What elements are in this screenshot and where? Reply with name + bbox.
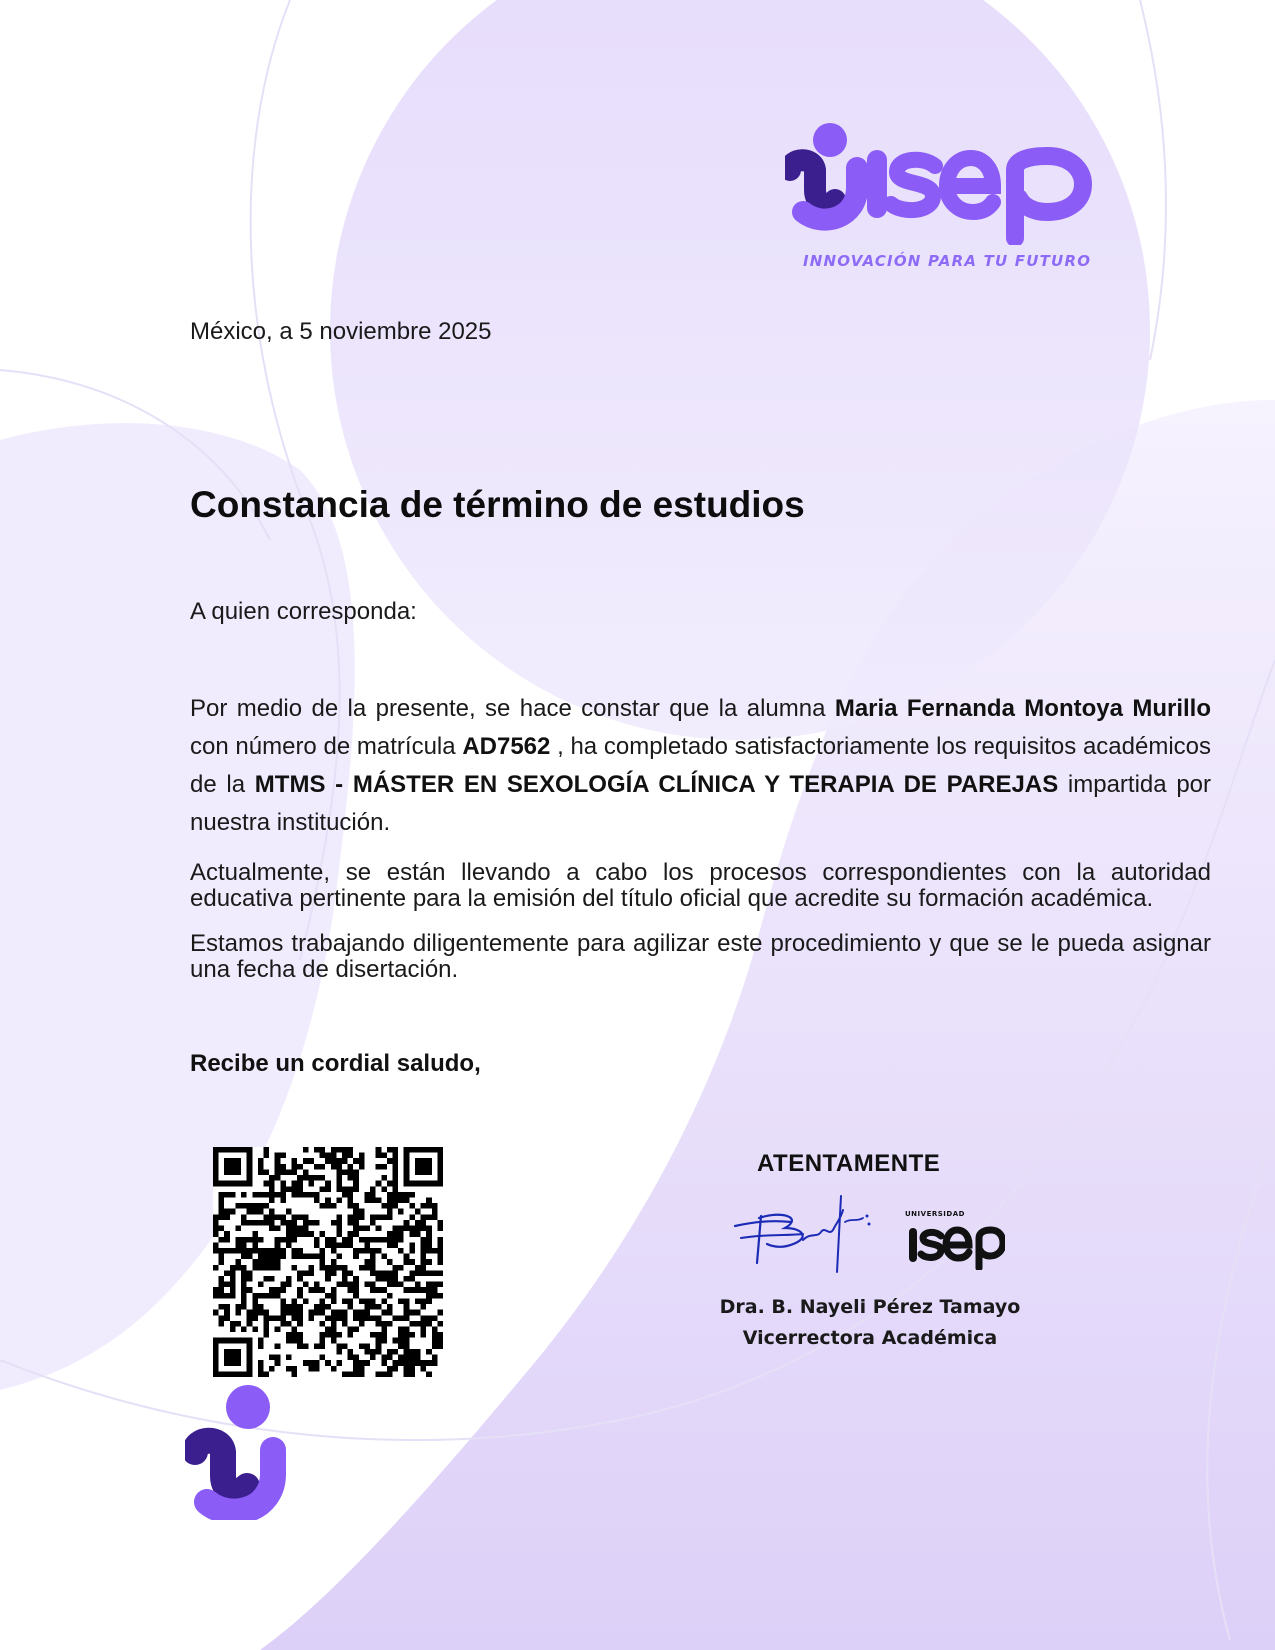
student-name: Maria Fernanda Montoya Murillo xyxy=(834,695,1211,722)
signature-heading: ATENTAMENTE xyxy=(757,1150,941,1177)
isep-logo-small xyxy=(905,1210,1005,1270)
closing: Recibe un cordial saludo, xyxy=(190,1050,481,1077)
logo-tagline: INNOVACIÓN PARA TU FUTURO xyxy=(803,252,1092,270)
signer-block xyxy=(700,1292,1040,1354)
p1-text-4: impartida por nuestra institución. xyxy=(190,771,1212,836)
p1-text-3: , ha completado satisfactoriamente los requisitos académicos de la xyxy=(190,733,1212,798)
program-name: MTMS - MÁSTER EN SEXOLOGÍA CLÍNICA Y TERAPIA DE PAREJAS xyxy=(254,771,1059,798)
p1-text-1: Por medio de la presente, se hace constar que la alumna xyxy=(190,695,835,722)
paragraph-1 xyxy=(190,690,1211,842)
greeting: A quien corresponda: xyxy=(190,598,417,625)
page-title: Constancia de término de estudios xyxy=(190,484,805,525)
letter-date: México, a 5 noviembre 2025 xyxy=(190,318,492,345)
isep-symbol-icon xyxy=(185,1380,295,1520)
isep-logo-icon xyxy=(785,120,1095,245)
qr-code xyxy=(213,1147,443,1377)
paragraph-2: Actualmente, se están llevando a cabo los procesos correspondientes con la autoridad educativa pertinente para la emisión del título oficial que acredite su formación académica. xyxy=(190,859,1211,912)
isep-small-logo-icon xyxy=(905,1218,1005,1270)
logo-small-caption: UNIVERSIDAD xyxy=(905,1210,965,1218)
signer-name: Dra. B. Nayeli Pérez Tamayo xyxy=(719,1296,1021,1318)
student-id: AD7562 xyxy=(462,733,551,760)
p1-text-2: con número de matrícula xyxy=(190,733,463,760)
paragraph-3: Estamos trabajando diligentemente para agilizar este procedimiento y que se le pueda asignar una fecha de disertación. xyxy=(190,930,1211,983)
signature-image xyxy=(733,1188,883,1278)
isep-logo-header xyxy=(785,120,1095,280)
signer-role: Vicerrectora Académica xyxy=(742,1327,998,1349)
